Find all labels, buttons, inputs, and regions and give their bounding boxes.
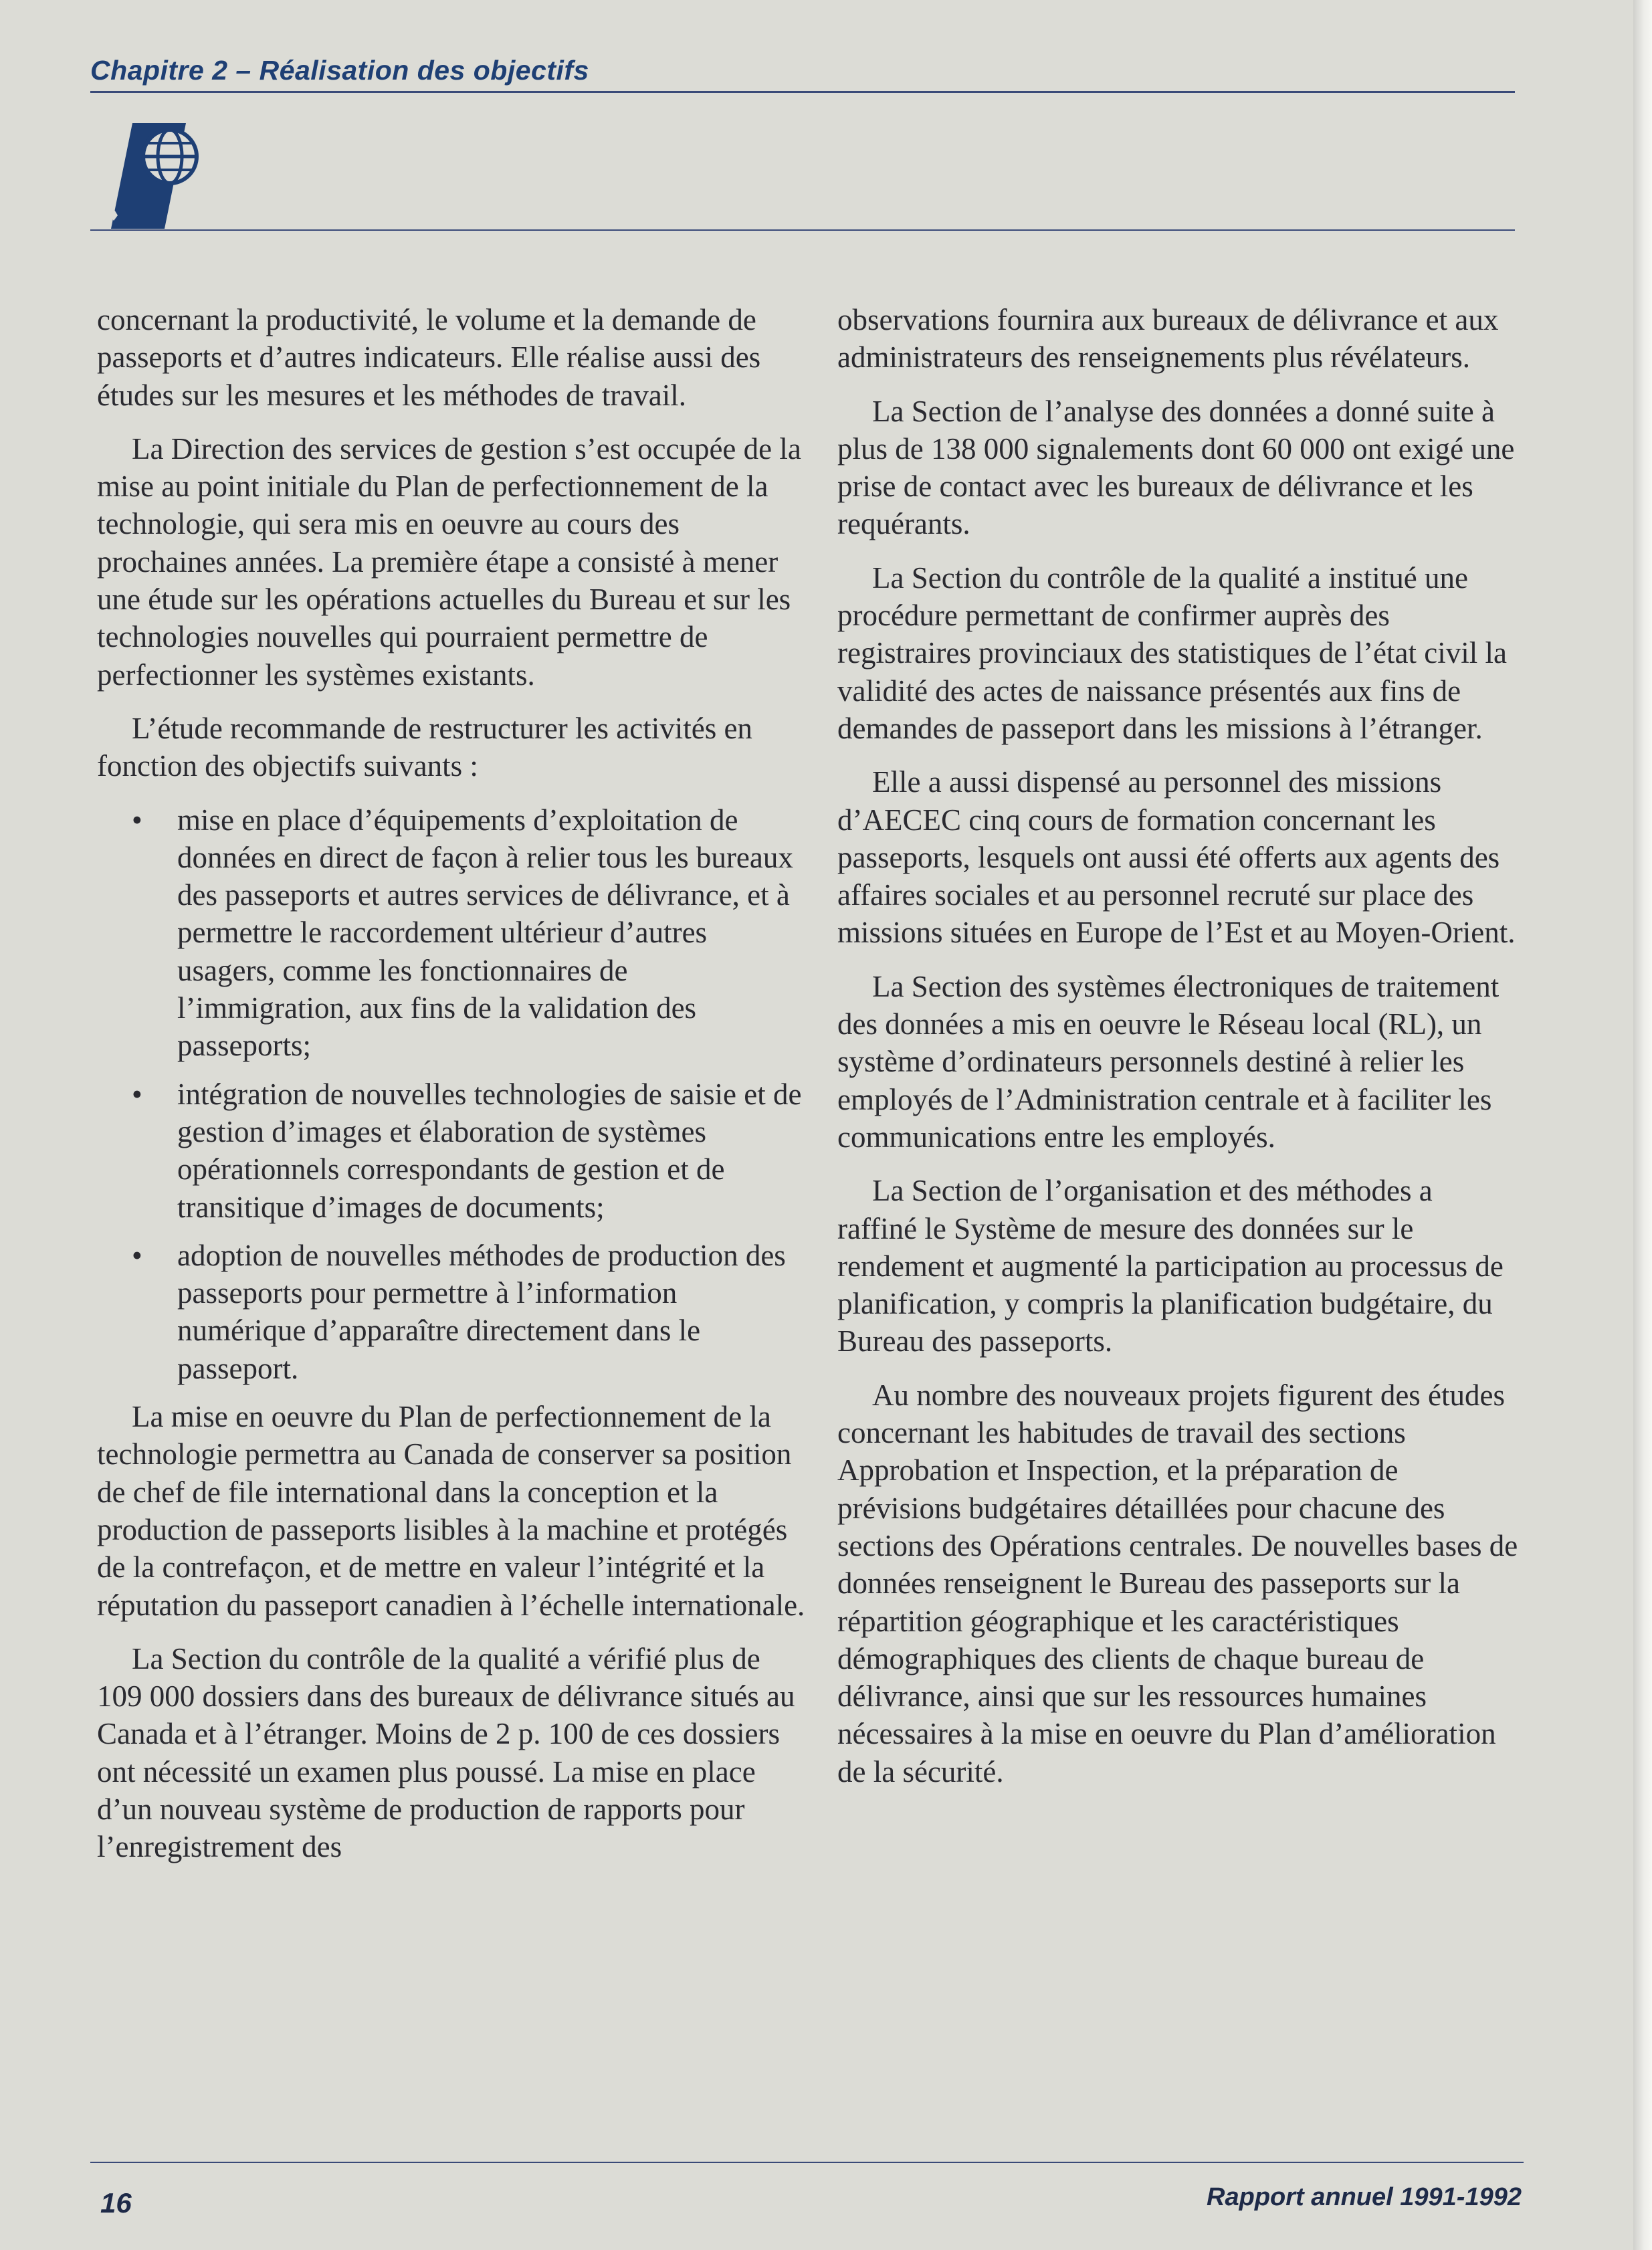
report-title: Rapport annuel 1991-1992 — [1207, 2183, 1522, 2211]
paragraph: L’étude recommande de restructurer les activités en fonction des objectifs suivants : — [97, 711, 752, 783]
paragraph: La Section du contrôle de la qualité a institué une procédure permettant de confirmer auprès des registraires provinciaux des statistiques de l’état civil la validité des actes de naissance présentés aux fins de demandes de passeport dans les missions à l’étranger. — [837, 560, 1507, 745]
paragraph: La Section de l’organisation et des méthodes a raffiné le Système de mesure des données sur le rendement et augmenté la participation au processus de planification, y compris la planification budgétaire, du Bureau des passeports. — [837, 1174, 1504, 1358]
paragraph: La Direction des services de gestion s’est occupée de la mise au point initiale du Plan de perfectionnement de la technologie, qui sera mis en oeuvre au cours des prochaines années. La première étape a consisté à mener une étude sur les opérations actuelles du Bureau et sur les technologies nouvelles qui pourraient permettre de perfectionner les systèmes existants. — [97, 431, 801, 692]
paragraph: Au nombre des nouveaux projets figurent des études concernant les habitudes de travail des sections Approbation et Inspection, et la préparation de prévisions budgétaires détaillées pour chacune des sections des Opérations centrales. De nouvelles bases de données renseignent le Bureau des passeports sur la répartition géographique et les caractéristiques démographiques des clients de chaque bureau de délivrance, ainsi que sur les ressources humaines nécessaires à la mise en oeuvre du Plan d’amélioration de la sécurité. — [837, 1378, 1518, 1788]
left-column — [97, 301, 806, 1866]
paragraph: La mise en oeuvre du Plan de perfectionnement de la technologie permettra au Canada de conserver sa position de chef de file international dans la conception et la production de passeports lisibles à la machine et protégés de la contrefaçon, et de mettre en valeur l’intégrité et la réputation du passeport canadien à l’échelle internationale. — [97, 1400, 805, 1622]
paragraph: La Section des systèmes électroniques de traitement des données a mis en oeuvre le Réseau local (RL), un système d’ordinateurs personnels destiné à relier les employés de l’Administration centrale et à faciliter les communications entre les employés. — [837, 969, 1500, 1154]
paragraph: Elle a aussi dispensé au personnel des missions d’AECEC cinq cours de formation concernant les passeports, lesquels ont aussi été offerts aux agents des affaires sociales et au personnel recruté sur place des missions situées en Europe de l’Est et au Moyen-Orient. — [837, 765, 1516, 950]
bullet-icon: • — [132, 803, 142, 837]
list-item-text: adoption de nouvelles méthodes de production des passeports pour permettre à l’information numérique d’apparaître directement dans le passeport. — [177, 1238, 786, 1385]
page-edge — [1633, 0, 1652, 2250]
logo-rule — [90, 229, 1515, 231]
chapter-heading: Chapitre 2 – Réalisation des objectifs — [90, 55, 589, 86]
paragraph: La Section de l’analyse des données a donné suite à plus de 138 000 signalements dont 60 000 ont exigé une prise de contact avec les bureaux de délivrance et les requérants. — [837, 394, 1515, 541]
page-number: 16 — [100, 2187, 132, 2219]
paragraph: observations fournira aux bureaux de délivrance et aux administrateurs des renseignements plus révélateurs. — [837, 303, 1499, 375]
objectives-list — [97, 801, 806, 1387]
paragraph: La Section du contrôle de la qualité a vérifié plus de 109 000 dossiers dans des bureaux de délivrance situés au Canada et à l’étranger. Moins de 2 p. 100 de ces dossiers ont nécessité un examen plus poussé. La mise en place d’un nouveau système de production de rapports pour l’enregistrement des — [97, 1641, 795, 1864]
header-rule — [90, 91, 1515, 93]
right-column — [837, 301, 1520, 1791]
bullet-icon: • — [132, 1077, 142, 1111]
list-item-text: intégration de nouvelles technologies de saisie et de gestion d’images et élaboration de systèmes opérationnels correspondants de gestion et de transitique d’images de documents; — [177, 1077, 802, 1224]
list-item — [132, 1076, 806, 1226]
footer-rule — [90, 2162, 1524, 2163]
bullet-icon: • — [132, 1238, 142, 1272]
passport-office-logo-icon — [100, 115, 201, 229]
paragraph: concernant la productivité, le volume et la demande de passeports et d’autres indicateurs. Elle réalise aussi des études sur les mesures et les méthodes de travail. — [97, 303, 761, 412]
list-item — [132, 1237, 806, 1387]
list-item — [132, 801, 806, 1065]
list-item-text: mise en place d’équipements d’exploitation de données en direct de façon à relier tous les bureaux des passeports et autres services de délivrance, et à permettre le raccordement ultérieur d’autres usagers, comme les fonctionnaires de l’immigration, aux fins de la validation des passeports; — [177, 803, 793, 1063]
